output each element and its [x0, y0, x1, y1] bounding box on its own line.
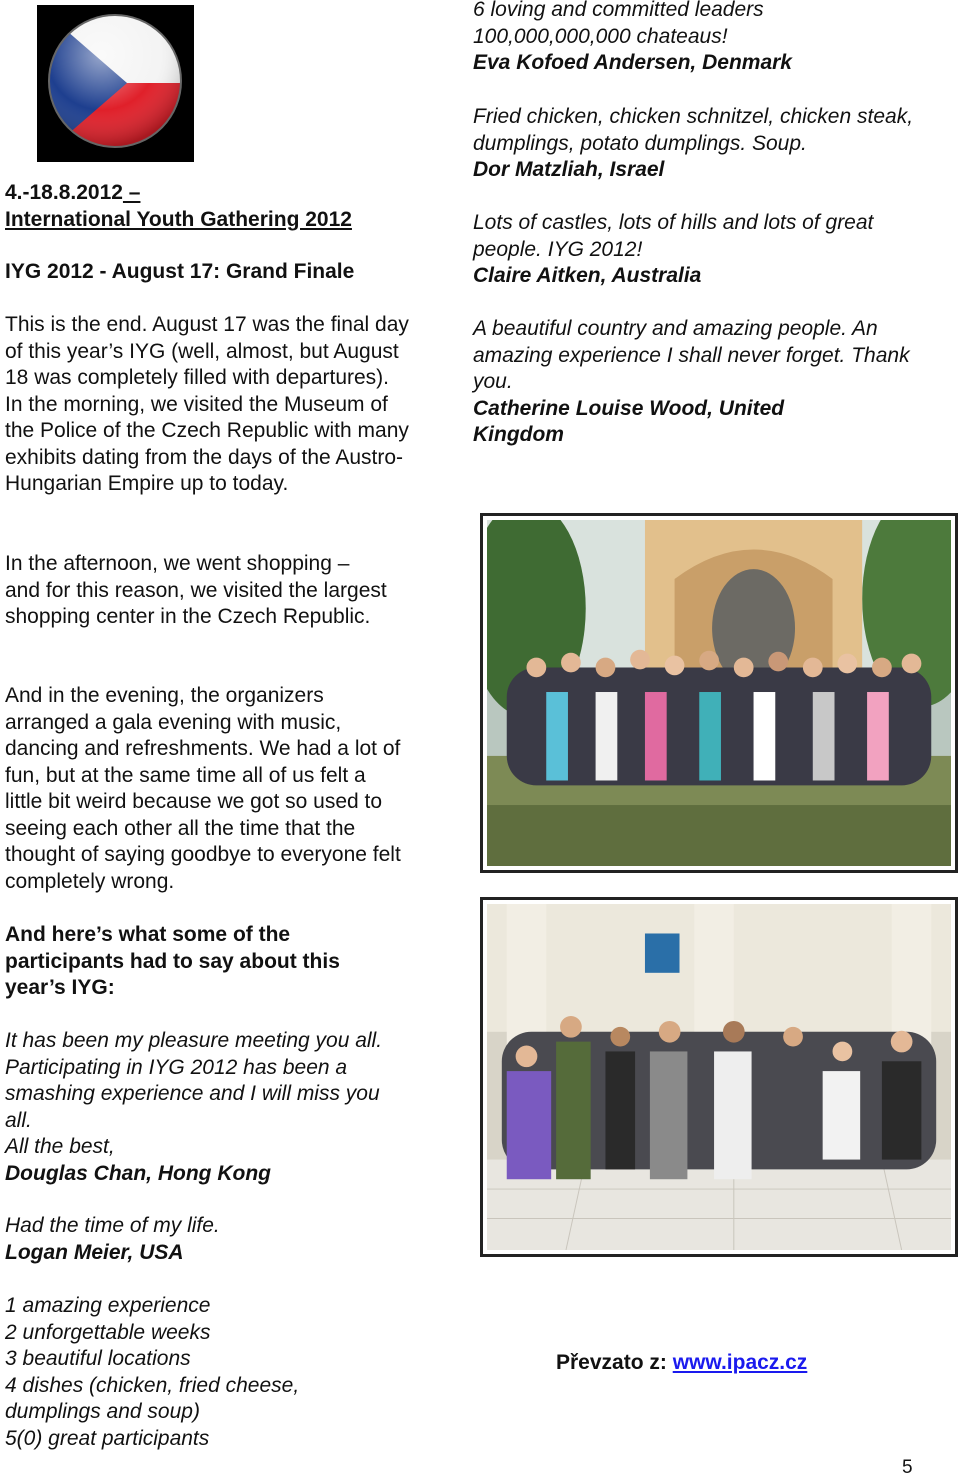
quote-author: Douglas Chan, Hong Kong	[5, 1161, 271, 1185]
group-photo-outdoor	[480, 513, 958, 873]
article-subtitle: IYG 2012 - August 17: Grand Finale	[5, 260, 355, 283]
quote-author: Logan Meier, USA	[5, 1240, 184, 1264]
event-title: International Youth Gathering 2012	[5, 207, 352, 231]
quote-author: Dor Matzliah, Israel	[473, 158, 665, 181]
event-date: 4.-18.8.2012	[5, 181, 123, 204]
paragraph-evening: And in the evening, the organizers arranged a gala evening with music, dancing and refreshments. We had a lot of fun, but at the same time all of us felt a little bit weird because we got so used to seeing each other all the time that the thought of saying goodbye to everyone felt completely wrong.	[5, 684, 401, 893]
list-item: 6 loving and committed leaders	[473, 0, 764, 21]
numbered-list	[5, 1293, 350, 1452]
list-item: 4 dishes (chicken, fried cheese, dumplings and soup)	[5, 1373, 300, 1423]
event-date-dash: –	[122, 181, 141, 204]
source-link[interactable]: www.ipacz.cz	[672, 1351, 808, 1374]
quote-closing: All the best,	[5, 1135, 115, 1158]
quote-author: Claire Aitken, Australia	[473, 264, 702, 287]
list-item: 5(0) great participants	[5, 1426, 210, 1450]
paragraph-morning: This is the end. August 17 was the final day of this year’s IYG (well, almost, but August 18 was completely filled with departures). In the morning, we visited the Museum of the Police of the Czech Republic with many exhibits dating from the days of the Austro-Hungarian Empire up to today.	[5, 313, 409, 495]
quote-claire	[473, 210, 923, 290]
list-continuation	[473, 0, 943, 77]
page-number: 5	[902, 1457, 913, 1478]
quote-text: Had the time of my life.	[5, 1214, 220, 1237]
quotes-intro: And here’s what some of the participants had to say about this year’s IYG:	[5, 923, 340, 999]
quote-text: A beautiful country and amazing people. An amazing experience I shall never forget. Thank you.	[473, 317, 910, 393]
quote-text: Fried chicken, chicken schnitzel, chicken steak, dumplings, potato dumplings. Soup.	[473, 105, 914, 155]
paragraph-afternoon: In the afternoon, we went shopping – and for this reason, we visited the largest shopping center in the Czech Republic.	[5, 552, 387, 628]
quote-dor	[473, 104, 923, 184]
quote-douglas	[5, 1028, 405, 1187]
quote-author: Eva Kofoed Andersen, Denmark	[473, 51, 792, 74]
quote-text: It has been my pleasure meeting you all. Participating in IYG 2012 has been a smashing experience and I will miss you all.	[5, 1029, 383, 1132]
quote-author: Catherine Louise Wood, United Kingdom	[473, 396, 785, 446]
list-item: 1 amazing experience	[5, 1294, 211, 1317]
event-header	[5, 180, 425, 233]
list-item: 3 beautiful locations	[5, 1347, 191, 1370]
quote-catherine	[473, 316, 928, 449]
source-label: Převzato z:	[556, 1351, 667, 1374]
list-item: 2 unforgettable weeks	[5, 1320, 211, 1344]
quote-text: Lots of castles, lots of hills and lots of great people. IYG 2012!	[473, 211, 874, 261]
group-photo-indoor	[480, 897, 958, 1257]
list-item: 100,000,000,000 chateaus!	[473, 24, 728, 48]
source-credit	[556, 1350, 936, 1377]
quote-logan	[5, 1213, 405, 1266]
czech-flag-icon	[37, 5, 194, 162]
